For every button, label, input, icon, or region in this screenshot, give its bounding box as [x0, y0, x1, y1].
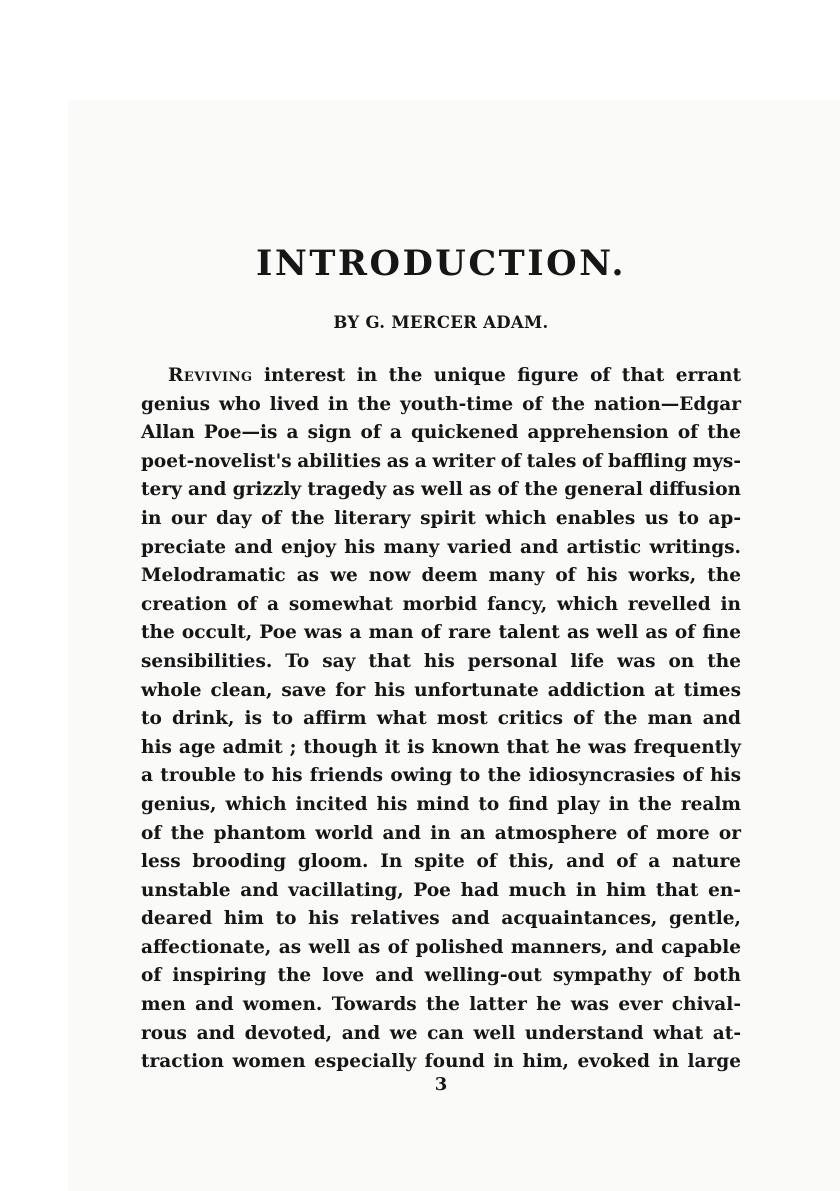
text-line: sensibilities. To say that his personal life was on the — [141, 650, 741, 672]
text-line: rous and devoted, and we can well understand what at- — [141, 1022, 741, 1044]
text-line: tery and grizzly tragedy as well as of the general diffusion — [141, 479, 741, 501]
text-line: in our day of the literary spirit which enables us to ap- — [141, 507, 741, 529]
text-line: Melodramatic as we now deem many of his works, the — [141, 565, 741, 587]
text-line: his age admit ; though it is known that he was frequently — [141, 736, 741, 758]
text-line: preciate and enjoy his many varied and artistic writings. — [141, 536, 741, 558]
opening-word: Reviving — [168, 365, 253, 386]
text-line: affectionate, as well as of polished manners, and capable — [141, 936, 741, 958]
text-line: the occult, Poe was a man of rare talent as well as of fine — [141, 622, 741, 644]
text-line: genius who lived in the youth-time of the nation—Edgar — [141, 393, 741, 415]
text-line: traction women especially found in him, evoked in large — [141, 1051, 741, 1073]
chapter-title: INTRODUCTION. — [255, 243, 627, 284]
text-line: men and women. Towards the latter he was ever chival- — [141, 994, 741, 1016]
text-line: less brooding gloom. In spite of this, and of a nature — [141, 851, 741, 873]
text-line: of the phantom world and in an atmosphere of more or — [141, 822, 741, 844]
text-line: unstable and vacillating, Poe had much in him that en- — [141, 879, 741, 901]
text-line: to drink, is to affirm what most critics of the man and — [141, 708, 741, 730]
text-line — [141, 362, 741, 391]
text-line: deared him to his relatives and acquaintances, gentle, — [141, 908, 741, 930]
text-line: Allan Poe—is a sign of a quickened apprehension of the — [141, 422, 741, 444]
text-line-part: interest in the unique figure of that errant — [252, 365, 741, 386]
text-line: poet-novelist's abilities as a writer of tales of baffling mys- — [141, 450, 741, 472]
page-number: 3 — [434, 1074, 448, 1095]
author-byline: BY G. MERCER ADAM. — [333, 313, 549, 332]
text-line: of inspiring the love and welling-out sympathy of both — [141, 965, 741, 987]
text-line: genius, which incited his mind to find play in the realm — [141, 793, 741, 815]
text-line: creation of a somewhat morbid fancy, which revelled in — [141, 593, 741, 615]
text-line: whole clean, save for his unfortunate addiction at times — [141, 679, 741, 701]
text-line: a trouble to his friends owing to the idiosyncrasies of his — [141, 765, 741, 787]
body-paragraph — [141, 362, 741, 1077]
